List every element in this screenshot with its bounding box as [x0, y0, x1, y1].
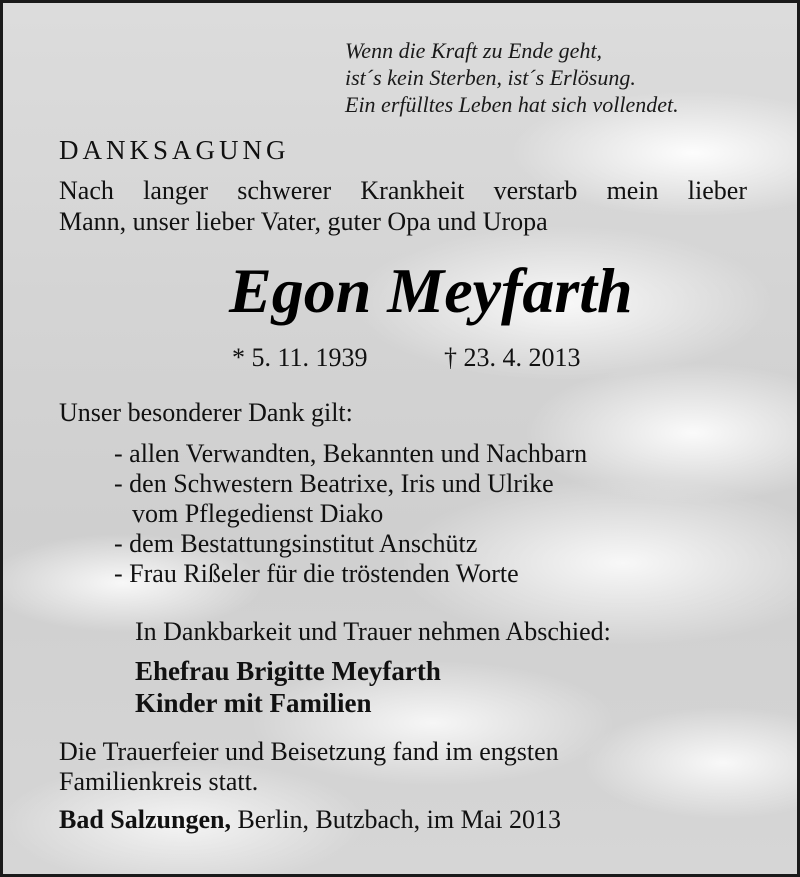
place-date-line	[59, 805, 561, 835]
list-item: - Frau Rißeler für die tröstenden Worte	[114, 559, 519, 588]
intro-text	[59, 175, 747, 237]
place-primary: Bad Salzungen,	[59, 805, 231, 834]
birth-date: * 5. 11. 1939	[232, 343, 368, 372]
notice-heading: DANKSAGUNG	[59, 135, 290, 165]
motto-line: Ein erfülltes Leben hat sich vollendet.	[345, 92, 679, 117]
death-date: † 23. 4. 2013	[444, 343, 581, 372]
motto-poem	[345, 37, 679, 118]
mourners	[135, 655, 441, 719]
deceased-name: Egon Meyfarth	[229, 255, 633, 326]
mourner-line: Kinder mit Familien	[135, 688, 372, 718]
intro-line: Mann, unser lieber Vater, guter Opa und Uropa	[59, 207, 548, 236]
mourner-line: Ehefrau Brigitte Meyfarth	[135, 656, 441, 686]
list-item: - den Schwestern Beatrixe, Iris und Ulrike	[114, 469, 554, 498]
list-item: - dem Bestattungsinstitut Anschütz	[114, 529, 478, 558]
thanks-list	[114, 439, 587, 589]
place-rest: Berlin, Butzbach, im Mai 2013	[230, 805, 561, 834]
funeral-line: Die Trauerfeier und Beisetzung fand im engsten	[59, 737, 559, 766]
motto-line: ist´s kein Sterben, ist´s Erlösung.	[345, 65, 636, 90]
list-item: vom Pflegedienst Diako	[132, 499, 384, 528]
thanks-heading: Unser besonderer Dank gilt:	[59, 398, 353, 427]
funeral-note	[59, 737, 559, 797]
funeral-line: Familienkreis statt.	[59, 767, 259, 796]
motto-line: Wenn die Kraft zu Ende geht,	[345, 38, 603, 63]
list-item: - allen Verwandten, Bekannten und Nachbarn	[114, 439, 588, 468]
farewell-line: In Dankbarkeit und Trauer nehmen Abschied:	[135, 617, 611, 646]
intro-line: Nach langer schwerer Krankheit verstarb mein lieber	[59, 176, 747, 205]
